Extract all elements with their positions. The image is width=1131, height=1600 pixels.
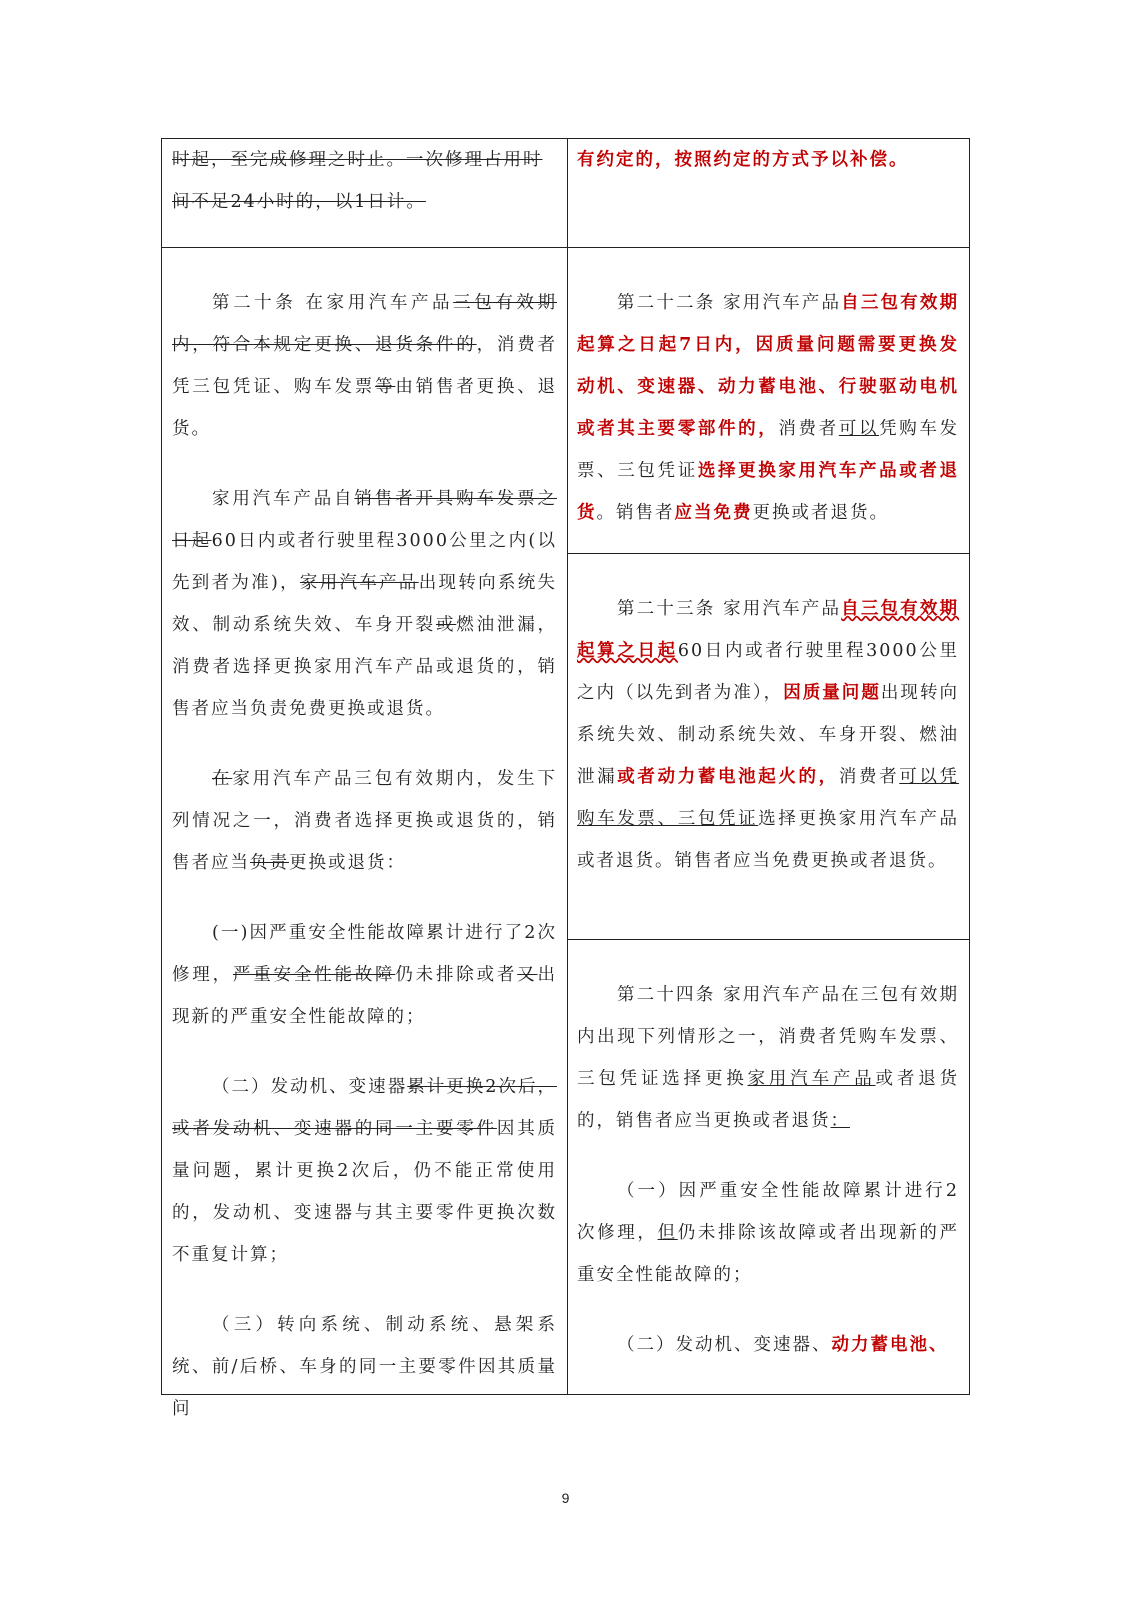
left-cell-continuation xyxy=(162,139,567,248)
article-20-item-3: （三）转向系统、制动系统、悬架系统、前/后桥、车身的同一主要零件因其质量问 xyxy=(172,1315,557,1419)
left-column xyxy=(162,139,568,1419)
article-24-item-2: （二）发动机、变速器、动力蓄电池、 xyxy=(617,1335,949,1355)
right-cell-article-24 xyxy=(567,940,969,1394)
inserted-text: 有约定的，按照约定的方式予以补偿。 xyxy=(577,150,909,170)
article-20-item-1: (一)因严重安全性能故障累计进行了2次修理，严重安全性能故障仍未排除或者又出现新的严重安全性能故障的； xyxy=(172,923,558,1027)
right-cell-article-23 xyxy=(567,554,969,940)
right-cell-continuation xyxy=(567,139,969,248)
article-23: 第二十三条 家用汽车产品自三包有效期起算之日起60日内或者行驶里程3000公里之内（以先到者为准），因质量问题出现转向系统失效、制动系统失效、车身开裂、燃油泄漏或者动力蓄电池起火的，消费者可以凭购车发票、三包凭证选择更换家用汽车产品或者退货。销售者应当免费更换或者退货。 xyxy=(577,599,960,871)
article-20-item-2: （二）发动机、变速器累计更换2次后，或者发动机、变速器的同一主要零件因其质量问题，累计更换2次后，仍不能正常使用的，发动机、变速器与其主要零件更换次数不重复计算； xyxy=(172,1077,558,1265)
right-cell-article-22 xyxy=(567,248,969,554)
article-20-para-2: 家用汽车产品自销售者开具购车发票之日起60日内或者行驶里程3000公里之内(以先到者为准)，家用汽车产品出现转向系统失效、制动系统失效、车身开裂或燃油泄漏，消费者选择更换家用汽车产品或退货的，销售者应当负责免费更换或退货。 xyxy=(172,489,558,719)
article-24-para-1: 第二十四条 家用汽车产品在三包有效期内出现下列情形之一，消费者凭购车发票、三包凭证选择更换家用汽车产品或者退货的，销售者应当更换或者退货： xyxy=(577,985,960,1131)
article-24-item-1: （一）因严重安全性能故障累计进行2次修理，但仍未排除该故障或者出现新的严重安全性能故障的； xyxy=(577,1181,960,1285)
article-20-para-1: 第二十条 在家用汽车产品三包有效期内，符合本规定更换、退货条件的，消费者凭三包凭证、购车发票等由销售者更换、退货。 xyxy=(172,293,558,439)
deleted-text: 时起，至完成修理之时止。一次修理占用时 间不足24小时的，以1日计。 xyxy=(172,150,543,212)
article-20-para-3: 在家用汽车产品三包有效期内，发生下列情况之一，消费者选择更换或退货的，销售者应当负责更换或退货： xyxy=(172,769,557,873)
page-number: 9 xyxy=(561,1490,570,1506)
left-cell-article-20 xyxy=(162,248,567,1419)
comparison-table xyxy=(161,138,970,1419)
article-22: 第二十二条 家用汽车产品自三包有效期起算之日起7日内，因质量问题需要更换发动机、变速器、动力蓄电池、行驶驱动电机或者其主要零部件的，消费者可以凭购车发票、三包凭证选择更换家用汽车产品或者退货。销售者应当免费更换或者退货。 xyxy=(577,293,960,523)
right-column xyxy=(567,139,969,1394)
